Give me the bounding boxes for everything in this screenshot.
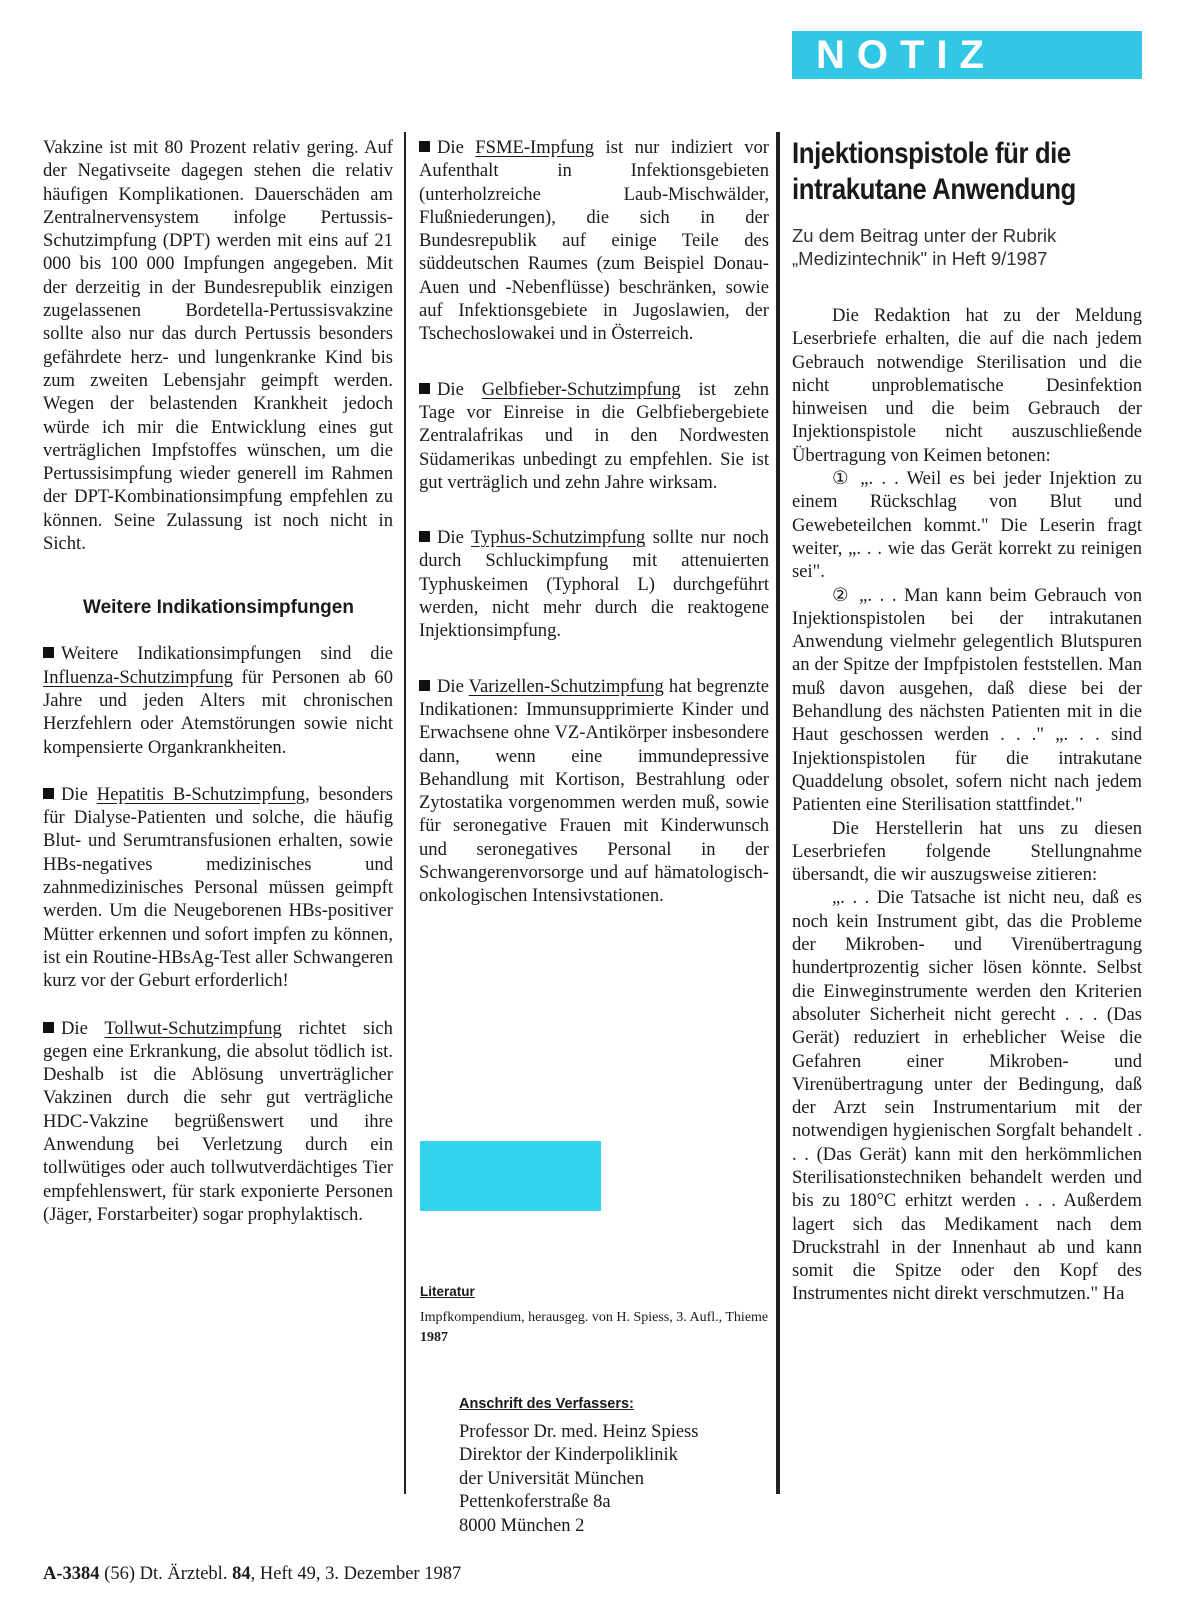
address-heading: Anschrift des Verfassers:: [459, 1396, 634, 1412]
article-paragraph: „. . . Die Tatsache ist nicht neu, daß es noch kein Instrument gibt, das die Probleme der Mikroben- und Virenübertragung hundertprozentig sicher lösen könnte. Selbst die Einweginstrumente werden den Kriterien absoluter Sicherheit nicht gerecht . . . (Das Gerät) reduziert in erheblicher Weise die Gefahren einer Mikroben- und Virenübertragung unter der Bedingung, daß der Arzt sein Instrumentarium mit der notwendigen hygienischen Sorgfalt behandelt . . . (Das Gerät) kann mit den herkömmlichen Sterilisationstechniken behandelt werden und bis zu 180°C erhitzt werden . . . Außerdem lagert sich das Medikament nach dem Druckstrahl in der Innenhaut ab und kann somit die Spitze oder den Kopf des Instrumentes nicht direkt verschmutzen." Ha: [792, 887, 1142, 1305]
column-3: [792, 136, 1142, 1306]
article-paragraph: Die Redaktion hat zu der Meldung Leserbriefe erhalten, die auf die nach jedem Gebrauch notwendige Sterilisation und die nicht unproblematische Desinfektion hinweisen und die beim Gebrauch der Injektionspistole nicht auszuschließende Übertragung von Keimen betonen:: [792, 305, 1142, 466]
page-number: A-3384: [43, 1564, 100, 1584]
gelbfieber-paragraph: Die Gelbfieber-Schutzimpfung ist zehn Tage vor Einreise in die Gelbfiebergebiete Zentralafrikas und in den Nordwesten Südamerikas unbedingt zu empfehlen. Sie ist gut verträglich und zehn Jahre wirksam.: [419, 378, 770, 493]
notiz-banner: [792, 31, 1142, 79]
address-line: 8000 München 2: [459, 1515, 585, 1536]
column-2: [419, 136, 769, 908]
typhus-paragraph: Die Typhus-Schutzimpfung sollte nur noch durch Schluckimpfung mit attenuierten Typhuskeimen (Typhoral L) durchgeführt werden, nicht mehr durch die reaktogene Injektionsimpfung.: [419, 527, 769, 642]
fsme-paragraph: Die FSME-Impfung ist nur indiziert vor Aufenthalt in Infektionsgebieten (unterholzreiche Laub-Mischwälder, Flußniederungen), die sich in der Bundesrepublik auf einige Teile des süddeutschen Raumes (zum Beispiel Donau-Auen und -Nebenflüsse) beschränken, sowie auf Infektionsgebiete in Jugoslawien, der Tschechoslowakei und in Österreich.: [419, 137, 769, 345]
bullet-icon: [419, 531, 430, 542]
article-paragraph: Die Herstellerin hat uns zu diesen Leserbriefen folgende Stellungnahme übersandt, die wir auszugsweise zitieren:: [792, 817, 1142, 886]
address-line: Pettenkoferstraße 8a: [459, 1492, 611, 1512]
page-footer: A-3384 (56) Dt. Ärztebl. 84, Heft 49, 3. Dezember 1987: [43, 1564, 462, 1584]
bullet-icon: [43, 647, 54, 658]
section-heading: Weitere Indikationsimpfungen: [83, 597, 354, 619]
tollwut-paragraph: Die Tollwut-Schutzimpfung richtet sich gegen eine Erkrankung, die absolut tödlich ist. Deshalb ist die Ablösung unverträglicher Vakzinen durch die sehr gut verträgliche HDC-Vakzine begrüßenswert und ihre Anwendung bei Verletzung durch ein tollwütiges oder auch tollwutverdächtiges Tier empfehlenswert, für stark exponierte Personen (Jäger, Forstarbeiter) sogar prophylaktisch.: [43, 1017, 393, 1225]
varizellen-paragraph: Die Varizellen-Schutzimpfung hat begrenzte Indikationen: Immunsupprimierte Kinder und Erwachsene ohne VZ-Antikörper insbesondere dann, wenn eine immundepressive Behandlung mit Kortison, Bestrahlung oder Zytostatika vorgenommen werden muß, sowie für seronegative Frauen mit Kinderwunsch und seronegatives Personal in der Schwangerenvorsorge und auf hämatologisch-onkologischen Intensivstationen.: [419, 675, 769, 907]
bullet-icon: [419, 383, 430, 394]
col1-intro-paragraph: Vakzine ist mit 80 Prozent relativ gering. Auf der Negativseite dagegen stehen die relativ häufigen Komplikationen. Dauerschäden am Zentralnervensystem infolge Pertussis-Schutzimpfung (DPT) werden mit eins auf 21 000 bis 100 000 Impfungen angegeben. Mit der derzeitig in der Bundesrepublik einzigen zugelassenen Bordetella-Pertussisvakzine sollte also nur das durch Pertussis besonders gefährdete herz- und lungenkranke Kind bis zum zweiten Lebensjahr geimpft werden. Wegen der belastenden Krankheit jedoch würde ich mir die Entwicklung eines gut verträglichen Impfstoffes wünschen, um die Pertussisimpfung wieder generell im Rahmen der DPT-Kombinationsimpfung empfehlen zu können. Seine Zulassung ist noch nicht in Sicht.: [43, 137, 393, 555]
hepatitis-paragraph: Die Hepatitis B-Schutzimpfung, besonders für Dialyse-Patienten und solche, die häufig Blut- und Serumtransfusionen erhalten, sowie HBs-negatives medizinisches und zahnmedizinisches Personal müssen geimpft werden. Um die Neugeborenen HBs-positiver Mütter erkennen und sofort impfen zu können, ist ein Routine-HBsAg-Test aller Schwangeren kurz vor der Geburt erforderlich!: [43, 783, 393, 992]
article-paragraph: ① „. . . Weil es bei jeder Injektion zu einem Rückschlag von Blut und Gewebeteilchen kommt." Die Leserin fragt weiter, „. . . wie das Gerät korrekt zu reinigen sei".: [792, 468, 1142, 583]
column-divider-1: [404, 132, 406, 1494]
column-1: [43, 136, 393, 1226]
article-lead: Zu dem Beitrag unter der Rubrik „Medizintechnik" in Heft 9/1987: [792, 225, 1057, 269]
cyan-highlight-box: [420, 1141, 601, 1211]
literature-heading: Literatur: [420, 1284, 475, 1299]
author-address: [459, 1393, 779, 1538]
article-paragraph: ② „. . . Man kann beim Gebrauch von Injektionspistolen bei der intrakutanen Anwendung vielmehr gelegentlich Blutspuren an der Spitze der Impfpistolen feststellen. Man muß davon ausgehen, daß diese bei der Behandlung des nächsten Patienten mit in die Haut geschossen werden . . ." „. . . sind Injektionspistolen für die intrakutane Quaddelung obsolet, sofern nicht nach jedem Patienten eine Sterilisation stattfindet.": [792, 584, 1142, 816]
influenza-paragraph: Weitere Indikationsimpfungen sind die Influenza-Schutzimpfung für Personen ab 60 Jahre und jeden Alters mit chronischen Herzfehlern oder Atemstörungen sowie nicht kompensierte Organkrankheiten.: [43, 643, 393, 758]
address-line: Professor Dr. med. Heinz Spiess: [459, 1421, 699, 1442]
column-divider-2: [776, 132, 780, 1494]
bullet-icon: [419, 680, 430, 691]
address-line: der Universität München: [459, 1468, 644, 1489]
address-line: Direktor der Kinderpoliklinik: [459, 1445, 678, 1465]
bullet-icon: [419, 141, 430, 152]
literature-text: Impfkompendium, herausgeg. von H. Spiess, 3. Aufl., Thieme 1987: [420, 1310, 769, 1345]
notiz-label: NOTIZ: [816, 33, 996, 77]
article-title: Injektionspistole für die intrakutane Anwendung: [792, 137, 1076, 206]
literature-block: [420, 1282, 770, 1348]
bullet-icon: [43, 1022, 54, 1033]
bullet-icon: [43, 788, 54, 799]
